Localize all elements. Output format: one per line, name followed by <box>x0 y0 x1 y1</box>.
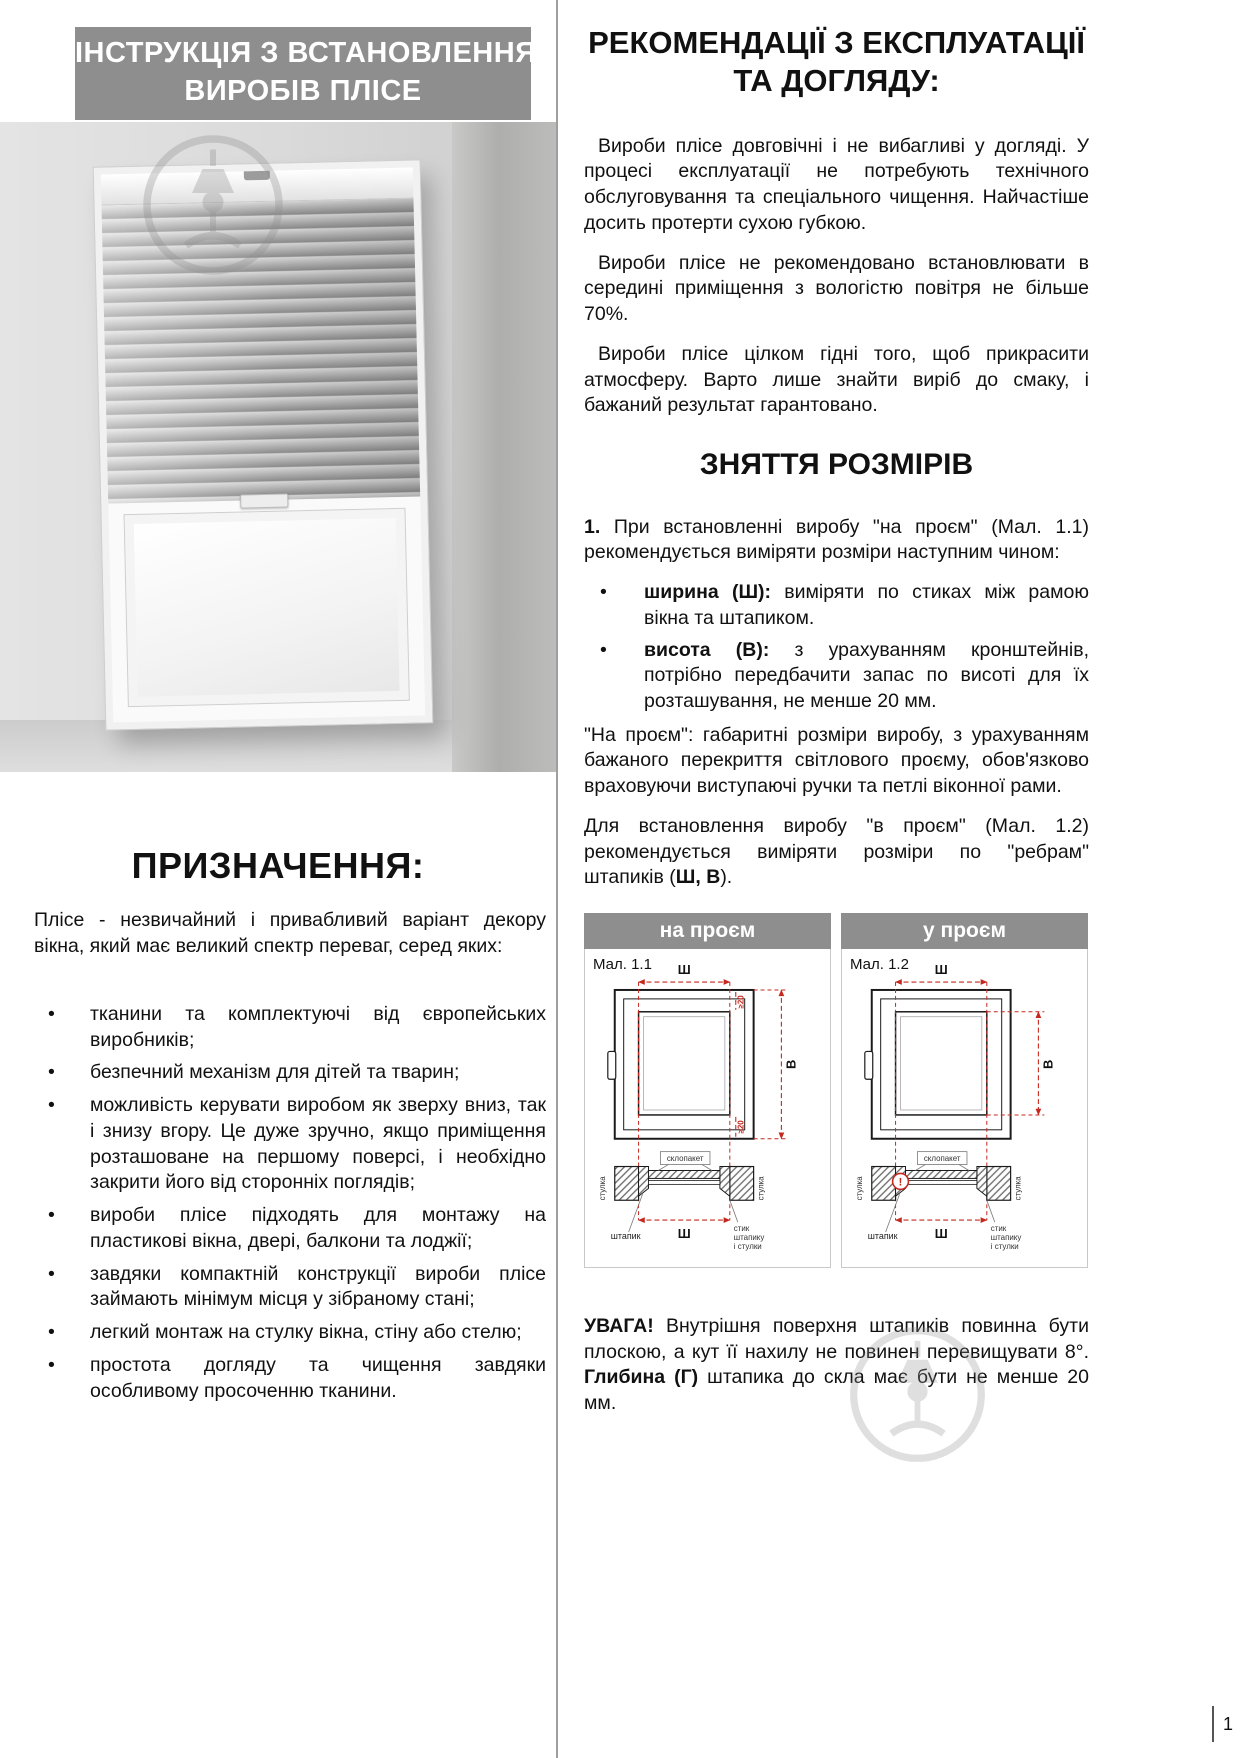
care-title <box>584 24 1089 100</box>
joint-label: стик <box>733 1223 750 1233</box>
bullet-icon: • <box>48 1094 55 1117</box>
purpose-intro: Плісе - незвичайний і привабливий варіант декору вікна, який має великий спектр переваг, серед яких: <box>34 909 546 957</box>
dim-width-bottom-label: Ш <box>934 1225 948 1241</box>
left-header-banner <box>75 27 537 120</box>
care-title-line1: РЕКОМЕНДАЦІЇ З ЕКСПЛУАТАЦІЇ <box>588 25 1085 60</box>
measuring-paragraph-3: Для встановлення виробу "в проєм" (Мал. 1.2) рекомендується виміряти розміри по "ребрам" штапиків (Ш, В). <box>584 814 1089 889</box>
measuring-step-number: 1. <box>584 515 601 538</box>
wall-corner-shadow <box>452 122 556 772</box>
dim-height-label: В <box>783 1059 799 1069</box>
bullet-icon: • <box>48 1353 55 1376</box>
glazing-label: склопакет <box>923 1153 961 1163</box>
sash-left-label: стулка <box>597 1176 607 1201</box>
lamp-logo-watermark-icon <box>138 130 288 280</box>
figure-body <box>841 949 1088 1268</box>
page-number: 1 <box>1212 1706 1233 1742</box>
dim-width-bottom-label: Ш <box>677 1225 691 1241</box>
min-bottom-label: ≥20 <box>736 1120 746 1134</box>
care-paragraph-2: Вироби плісе не рекомендовано встановлювати в середині приміщення з вологістю повітря не більше 70%. <box>584 251 1089 326</box>
left-header-line2: ВИРОБІВ ПЛІСЕ <box>184 75 422 108</box>
sash-right-label: стулка <box>756 1176 766 1201</box>
min-top-label: ≥20 <box>736 995 746 1009</box>
joint-label: стик <box>990 1223 1007 1233</box>
dim-height-label: В <box>1040 1059 1056 1069</box>
figure-u-proem <box>841 913 1088 1268</box>
bullet-icon: • <box>48 1204 55 1227</box>
bullet-icon: • <box>48 1321 55 1344</box>
purpose-list-item: • завдяки компактній конструкції вироби плісе займають мінімум місця у зібраному стані; <box>36 1262 546 1313</box>
attention-paragraph: УВАГА! Внутрішня поверхня штапиків повинна бути плоскою, а кут її нахилу не повинен перевищувати 8°. Глибина (Г) штапика до скла має бути не менше 20 мм. <box>584 1314 1089 1415</box>
column-divider <box>556 0 558 1758</box>
figure-1-2-diagram <box>842 949 1087 1267</box>
figure-header: у проєм <box>841 913 1088 949</box>
joint-label: і стулки <box>990 1241 1019 1251</box>
measuring-paragraph-1: 1. При встановленні виробу "на проєм" (Мал. 1.1) рекомендується виміряти розміри наступним чином: <box>584 515 1089 564</box>
sash-right-label: стулка <box>1013 1176 1023 1201</box>
figure-caption: Мал. 1.1 <box>593 955 652 973</box>
measuring-list <box>584 580 1089 715</box>
bead-label: штапик <box>610 1230 641 1241</box>
left-header-line1: ІНСТРУКЦІЯ З ВСТАНОВЛЕННЯ <box>75 37 537 69</box>
product-photo <box>0 122 556 772</box>
figure-na-proem <box>584 913 831 1268</box>
measuring-title: ЗНЯТТЯ РОЗМІРІВ <box>699 447 974 481</box>
purpose-list-item: • вироби плісе підходять для монтажу на пластикові вікна, двері, балкони та лоджії; <box>36 1203 546 1254</box>
right-column <box>584 24 1089 1417</box>
joint-label: штапику <box>733 1232 765 1242</box>
window-glass <box>125 509 409 706</box>
purpose-list-item: • тканини та комплектуючі від європейських виробників; <box>36 1002 546 1053</box>
measuring-list-item: • ширина (Ш): виміряти по стиках між рамою вікна та штапиком. <box>584 580 1089 631</box>
bead-label: штапик <box>867 1230 898 1241</box>
dim-width-label: Ш <box>934 961 948 977</box>
care-paragraph-3: Вироби плісе цілком гідні того, щоб прикрасити атмосферу. Варто лише знайти виріб до смаку, і бажаний результат гарантовано. <box>584 342 1089 417</box>
purpose-list-item: • легкий монтаж на стулку вікна, стіну або стелю; <box>36 1320 546 1346</box>
dim-width-label: Ш <box>677 961 691 977</box>
floor-area <box>0 720 452 772</box>
sash-left-label: стулка <box>854 1176 864 1201</box>
shade-handle <box>240 493 288 508</box>
figures-row <box>584 913 1089 1268</box>
bullet-icon: • <box>600 638 607 661</box>
purpose-title: ПРИЗНАЧЕННЯ: <box>131 845 425 886</box>
purpose-list-item: • безпечний механізм для дітей та тварин; <box>36 1060 546 1086</box>
warning-exclamation-icon: ! <box>898 1176 903 1189</box>
joint-label: і стулки <box>733 1241 762 1251</box>
lamp-logo-watermark-icon <box>845 1322 990 1467</box>
care-paragraph-1: Вироби плісе довговічні і не вибагливі у догляді. У процесі експлуатації не потребують технічного обслуговування та спеціального чищення. Найчастіше досить протерти сухою губкою. <box>584 134 1089 234</box>
measuring-list-item: • висота (В): з урахуванням кронштейнів, потрібно передбачити запас по висоті для їх розташування, не менше 20 мм. <box>584 638 1089 715</box>
figure-1-1-diagram <box>585 949 830 1267</box>
measuring-paragraph-2: "На проєм": габаритні розміри виробу, з урахуванням бажаного перекриття світлового проєму, обов'язково враховуючи виступаючі ручки та петлі віконної рами. <box>584 723 1089 798</box>
bullet-icon: • <box>48 1061 55 1084</box>
bullet-icon: • <box>48 1003 55 1025</box>
purpose-list-item: • простота догляду та чищення завдяки особливому просоченню тканини. <box>36 1353 546 1404</box>
joint-label: штапику <box>990 1232 1022 1242</box>
bullet-icon: • <box>48 1262 55 1285</box>
purpose-list-item: • можливість керувати виробом як зверху вниз, так і знизу вгору. Це дуже зручно, якщо приміщення розташоване на першому поверсі, і необхідно закрити його від сторонніх поглядів; <box>36 1093 546 1196</box>
purpose-list <box>36 1002 546 1411</box>
glazing-label: склопакет <box>666 1153 704 1163</box>
attention-label: УВАГА! <box>584 1314 654 1337</box>
figure-caption: Мал. 1.2 <box>850 955 909 973</box>
figure-header: на проєм <box>584 913 831 949</box>
figure-body <box>584 949 831 1268</box>
care-title-line2: ТА ДОГЛЯДУ: <box>733 62 940 98</box>
bullet-icon: • <box>600 581 607 604</box>
